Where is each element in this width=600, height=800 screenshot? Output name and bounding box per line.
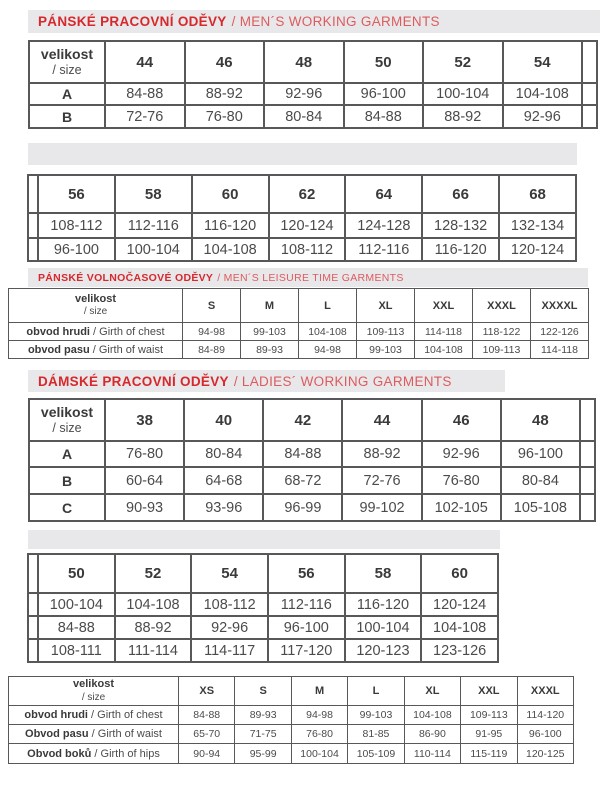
value-cell: 81-85 [348, 725, 404, 744]
value-cell: 90-94 [179, 744, 235, 764]
girth-label [9, 341, 183, 359]
value-cell: 120-124 [269, 213, 346, 238]
value-cell: 84-88 [344, 105, 424, 128]
size-header: 56 [268, 554, 345, 593]
value-cell: 100-104 [38, 593, 115, 616]
spacer-band [28, 143, 577, 165]
value-cell: 115-119 [461, 744, 517, 764]
mens-work-heading-band [28, 10, 600, 33]
size-header: 60 [421, 554, 498, 593]
row-label: B [29, 105, 105, 128]
size-header: 62 [269, 175, 346, 213]
value-cell: 100-104 [345, 616, 422, 639]
size-header: L [348, 677, 404, 706]
value-cell: 109-113 [473, 341, 531, 359]
value-cell: 86-90 [404, 725, 460, 744]
value-cell: 114-118 [415, 323, 473, 341]
value-cell: 99-103 [241, 323, 299, 341]
ladies-work-heading-cz: DÁMSKÉ PRACOVNÍ ODĚVY [38, 373, 229, 389]
size-header: 54 [191, 554, 268, 593]
size-header: 50 [38, 554, 115, 593]
corner-size: / size [81, 691, 106, 703]
girth-label-cz: obvod hrudi [24, 709, 88, 721]
value-cell: 114-118 [531, 341, 589, 359]
girth-label [9, 323, 183, 341]
value-cell: 128-132 [422, 213, 499, 238]
value-cell: 111-114 [115, 639, 192, 662]
row-label: A [29, 83, 105, 105]
size-header: S [183, 289, 241, 323]
clipped-column-cell [28, 175, 38, 213]
mens-leisure-heading-cz: PÁNSKÉ VOLNOČASOVÉ ODĚVY [38, 271, 214, 284]
corner-velikost: velikost [75, 292, 116, 305]
size-header: XXL [461, 677, 517, 706]
size-header: XL [357, 289, 415, 323]
value-cell: 104-108 [192, 238, 269, 261]
girth-label-cz: obvod pasu [27, 343, 90, 356]
value-cell: 96-99 [263, 494, 342, 521]
size-header: 52 [423, 41, 503, 83]
value-cell: 104-108 [115, 593, 192, 616]
value-cell: 92-96 [264, 83, 344, 105]
value-cell: 94-98 [299, 341, 357, 359]
value-cell: 104-108 [421, 616, 498, 639]
value-cell: 84-89 [183, 341, 241, 359]
corner-cell [9, 289, 183, 323]
clipped-column-cell [28, 593, 38, 616]
size-header: 58 [115, 175, 192, 213]
value-cell: 71-75 [235, 725, 291, 744]
girth-label-en: / Girth of waist [89, 343, 164, 356]
girth-label-en: / Girth of hips [91, 747, 160, 760]
value-cell: 72-76 [342, 467, 421, 494]
size-header: XS [179, 677, 235, 706]
girth-label-en: / Girth of chest [89, 325, 165, 338]
value-cell: 112-116 [268, 593, 345, 616]
value-cell: 96-100 [501, 441, 580, 467]
clipped-column-cell [28, 554, 38, 593]
size-header: 66 [422, 175, 499, 213]
size-header: M [241, 289, 299, 323]
value-cell: 120-123 [345, 639, 422, 662]
corner-velikost: velikost [40, 404, 94, 421]
value-cell: 88-92 [423, 105, 503, 128]
mens-leisure-heading-band [28, 268, 588, 287]
mens-work-heading-en: / MEN´S WORKING GARMENTS [231, 14, 440, 29]
size-header: S [235, 677, 291, 706]
value-cell: 109-113 [357, 323, 415, 341]
clipped-column-cell [28, 213, 38, 238]
corner-size: / size [52, 420, 82, 435]
size-header: L [299, 289, 357, 323]
corner-cell [9, 677, 179, 706]
clipped-column-cell [580, 441, 595, 467]
size-header: XXXL [473, 289, 531, 323]
value-cell: 120-125 [517, 744, 573, 764]
value-cell: 95-99 [235, 744, 291, 764]
girth-label-en: / Girth of chest [87, 709, 163, 721]
ladies-work-heading-band [28, 370, 505, 392]
value-cell: 132-134 [499, 213, 576, 238]
value-cell: 104-108 [503, 83, 583, 105]
value-cell: 94-98 [291, 706, 347, 725]
value-cell: 116-120 [345, 593, 422, 616]
size-header: XXXXL [531, 289, 589, 323]
clipped-column-cell [580, 494, 595, 521]
size-header: XXL [415, 289, 473, 323]
row-label: C [29, 494, 105, 521]
mens-work-sizes-table-2 [27, 174, 577, 262]
value-cell: 108-112 [269, 238, 346, 261]
spacer-band [28, 530, 500, 549]
value-cell: 76-80 [422, 467, 501, 494]
value-cell: 99-102 [342, 494, 421, 521]
value-cell: 76-80 [105, 441, 184, 467]
value-cell: 108-112 [191, 593, 268, 616]
value-cell: 118-122 [473, 323, 531, 341]
value-cell: 88-92 [342, 441, 421, 467]
value-cell: 114-117 [191, 639, 268, 662]
value-cell: 110-114 [404, 744, 460, 764]
value-cell: 114-120 [517, 706, 573, 725]
size-header: 38 [105, 399, 184, 441]
value-cell: 80-84 [264, 105, 344, 128]
value-cell: 76-80 [185, 105, 265, 128]
value-cell: 76-80 [291, 725, 347, 744]
row-label: B [29, 467, 105, 494]
girth-label-cz: obvod hrudi [26, 325, 90, 338]
clipped-column-cell [28, 616, 38, 639]
value-cell: 65-70 [179, 725, 235, 744]
mens-leisure-table [8, 288, 589, 359]
clipped-column-cell [28, 639, 38, 662]
girth-label [9, 725, 179, 744]
value-cell: 84-88 [105, 83, 185, 105]
value-cell: 92-96 [422, 441, 501, 467]
value-cell: 100-104 [423, 83, 503, 105]
value-cell: 60-64 [105, 467, 184, 494]
value-cell: 105-108 [501, 494, 580, 521]
value-cell: 96-100 [344, 83, 424, 105]
value-cell: 92-96 [503, 105, 583, 128]
value-cell: 108-112 [38, 213, 115, 238]
value-cell: 93-96 [184, 494, 263, 521]
mens-work-heading-cz: PÁNSKÉ PRACOVNÍ ODĚVY [38, 14, 227, 29]
value-cell: 80-84 [184, 441, 263, 467]
size-header: 54 [503, 41, 583, 83]
value-cell: 89-93 [241, 341, 299, 359]
value-cell: 80-84 [501, 467, 580, 494]
value-cell: 104-108 [415, 341, 473, 359]
value-cell: 124-128 [345, 213, 422, 238]
value-cell: 92-96 [191, 616, 268, 639]
size-header: 60 [192, 175, 269, 213]
size-header: 46 [185, 41, 265, 83]
mens-work-sizes-table-1 [28, 40, 598, 129]
value-cell: 116-120 [422, 238, 499, 261]
clipped-column-cell [582, 41, 597, 83]
ladies-work-sizes-table-2 [27, 553, 499, 663]
corner-cell [29, 41, 105, 83]
corner-size: / size [83, 306, 108, 318]
value-cell: 104-108 [404, 706, 460, 725]
size-header: 52 [115, 554, 192, 593]
size-header: 48 [264, 41, 344, 83]
value-cell: 123-126 [421, 639, 498, 662]
value-cell: 112-116 [115, 213, 192, 238]
corner-velikost: velikost [73, 678, 114, 691]
row-label: A [29, 441, 105, 467]
value-cell: 90-93 [105, 494, 184, 521]
girth-label-cz: Obvod boků [27, 747, 92, 760]
value-cell: 120-124 [421, 593, 498, 616]
corner-velikost: velikost [40, 46, 94, 63]
corner-cell [29, 399, 105, 441]
clipped-column-cell [582, 83, 597, 105]
size-header: 44 [342, 399, 421, 441]
ladies-measurements-table [8, 676, 574, 764]
value-cell: 84-88 [38, 616, 115, 639]
size-header: 44 [105, 41, 185, 83]
clipped-column-cell [582, 105, 597, 128]
value-cell: 112-116 [345, 238, 422, 261]
size-header: 42 [263, 399, 342, 441]
value-cell: 100-104 [115, 238, 192, 261]
value-cell: 84-88 [263, 441, 342, 467]
size-header: 58 [345, 554, 422, 593]
value-cell: 100-104 [291, 744, 347, 764]
clipped-column-cell [28, 238, 38, 261]
clipped-column-cell [580, 399, 595, 441]
value-cell: 96-100 [38, 238, 115, 261]
girth-label [9, 706, 179, 725]
ladies-work-sizes-table-1 [28, 398, 596, 522]
value-cell: 109-113 [461, 706, 517, 725]
value-cell: 99-103 [348, 706, 404, 725]
value-cell: 94-98 [183, 323, 241, 341]
value-cell: 122-126 [531, 323, 589, 341]
ladies-work-heading-en: / LADIES´ WORKING GARMENTS [233, 373, 452, 389]
size-header: 46 [422, 399, 501, 441]
value-cell: 84-88 [179, 706, 235, 725]
mens-leisure-heading-en: / MEN´S LEISURE TIME GARMENTS [217, 271, 404, 284]
value-cell: 88-92 [115, 616, 192, 639]
value-cell: 88-92 [185, 83, 265, 105]
size-header: M [291, 677, 347, 706]
clipped-column-cell [580, 467, 595, 494]
girth-label-cz: Obvod pasu [25, 728, 89, 740]
value-cell: 104-108 [299, 323, 357, 341]
value-cell: 64-68 [184, 467, 263, 494]
value-cell: 102-105 [422, 494, 501, 521]
value-cell: 120-124 [499, 238, 576, 261]
corner-size: / size [52, 62, 82, 77]
value-cell: 96-100 [268, 616, 345, 639]
value-cell: 105-109 [348, 744, 404, 764]
value-cell: 91-95 [461, 725, 517, 744]
value-cell: 99-103 [357, 341, 415, 359]
girth-label-en: / Girth of waist [88, 728, 162, 740]
size-header: 40 [184, 399, 263, 441]
size-header: XXXL [517, 677, 573, 706]
value-cell: 117-120 [268, 639, 345, 662]
size-header: 50 [344, 41, 424, 83]
value-cell: 68-72 [263, 467, 342, 494]
size-header: 48 [501, 399, 580, 441]
girth-label [9, 744, 179, 764]
value-cell: 89-93 [235, 706, 291, 725]
value-cell: 108-111 [38, 639, 115, 662]
value-cell: 116-120 [192, 213, 269, 238]
size-header: 68 [499, 175, 576, 213]
size-header: XL [404, 677, 460, 706]
value-cell: 96-100 [517, 725, 573, 744]
size-header: 56 [38, 175, 115, 213]
value-cell: 72-76 [105, 105, 185, 128]
size-header: 64 [345, 175, 422, 213]
